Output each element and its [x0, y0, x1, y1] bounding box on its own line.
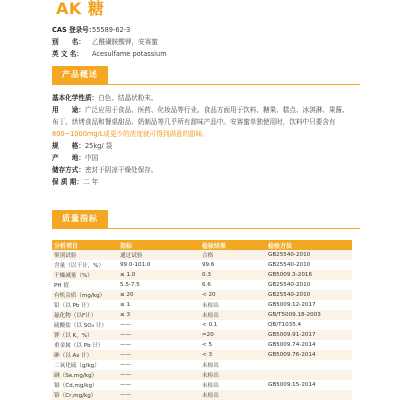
table-cell: 砷（以 As 计）: [52, 350, 118, 360]
table-row: [52, 340, 352, 350]
table-cell: < 3: [200, 350, 266, 360]
table-cell: 含量（以干计，%）: [52, 260, 118, 270]
table-cell: ≈20: [200, 330, 266, 340]
table-header-row: [52, 240, 352, 250]
overview-heading: 产品概述: [52, 66, 108, 84]
meta-value: 乙酰磺胺酸钾，安赛蜜: [92, 38, 158, 46]
table-row: [52, 310, 352, 320]
table-row: [52, 260, 352, 270]
spec-label: 规 格：: [52, 142, 85, 150]
table-cell: [266, 360, 352, 370]
table-row: [52, 250, 352, 260]
table-cell: GB25540-2010: [266, 280, 352, 290]
table-cell: 合格: [200, 250, 266, 260]
table-row: [52, 280, 352, 290]
table-cell: ≤ 20: [118, 290, 200, 300]
table-cell: 99.0-101.0: [118, 260, 200, 270]
table-cell: 未检出: [200, 370, 266, 380]
product-title: AK 糖: [56, 0, 105, 18]
overview-body: [52, 92, 352, 188]
table-cell: 鉴别试验: [52, 250, 118, 260]
meta-label: 英 文 名：: [52, 50, 83, 58]
table-body: [52, 250, 352, 400]
table-cell: 二氧化硫（g/kg）: [52, 360, 118, 370]
usage: [52, 104, 352, 140]
shelf-label: 保 质 期：: [52, 178, 83, 186]
table-cell: 氟化物（以F计）: [52, 310, 118, 320]
table-cell: 硫酸盐（以 SO₄ 计）: [52, 320, 118, 330]
meta-value: 55589-62-3: [92, 26, 131, 34]
origin: [52, 152, 352, 164]
table-cell: ——: [118, 370, 200, 380]
table-row: [52, 380, 352, 390]
quality-divider: [52, 228, 360, 229]
table-cell: < 20: [200, 290, 266, 300]
table-cell: PH 值: [52, 280, 118, 290]
meta-alias: [52, 36, 167, 48]
table-cell: ——: [118, 320, 200, 330]
use-label: 用 途：: [52, 106, 85, 114]
table-cell: 未检出: [200, 390, 266, 400]
column-header: 分析项目: [52, 240, 118, 250]
table-cell: 干燥减量（%）: [52, 270, 118, 280]
table-cell: 硒（Se,mg/kg）: [52, 370, 118, 380]
table-row: [52, 360, 352, 370]
table-row: [52, 370, 352, 380]
meta-cas: [52, 24, 167, 36]
table-cell: 未检出: [200, 300, 266, 310]
table-cell: GB25540-2010: [266, 290, 352, 300]
table-cell: ——: [118, 390, 200, 400]
shelf-value: 二 年: [82, 178, 99, 186]
table-cell: 重金属（以 Pb 计）: [52, 340, 118, 350]
column-header: 指标: [118, 240, 200, 250]
table-cell: 未检出: [200, 380, 266, 390]
quality-heading: 质量指标: [52, 210, 108, 228]
table-cell: 镉（Cd,mg/kg）: [52, 380, 118, 390]
shelf-life: [52, 176, 352, 188]
table-cell: GB25540-2010: [266, 250, 352, 260]
table-cell: 0.3: [200, 270, 266, 280]
table-cell: GB/T5009.18-2003: [266, 310, 352, 320]
table-cell: ≤ 1.0: [118, 270, 200, 280]
table-cell: 钾（以 K，%）: [52, 330, 118, 340]
spec-value: 25kg/ 袋: [84, 142, 113, 150]
meta-english-name: [52, 48, 167, 60]
table-cell: 99.6: [200, 260, 266, 270]
table-row: [52, 320, 352, 330]
table-cell: 5.5-7.5: [118, 280, 200, 290]
table-row: [52, 390, 352, 400]
table-cell: GB5009.15-2014: [266, 380, 352, 390]
basic-value: 白色、结晶状粉末。: [98, 94, 158, 102]
table-cell: GB5009.3-2016: [266, 270, 352, 280]
table-row: [52, 330, 352, 340]
table-cell: GB5009.91-2017: [266, 330, 352, 340]
table-cell: ——: [118, 350, 200, 360]
basic-properties: [52, 92, 352, 104]
use-value-highlight: 800~1000mg/L或更少的浓度就可得到满意的甜味。: [52, 130, 209, 138]
column-header: 检验方法: [266, 240, 352, 250]
table-cell: 通过试验: [118, 250, 200, 260]
table-cell: [266, 370, 352, 380]
use-value: 广泛应用于食品、医药、化妆品等行业。食品方面用于饮料、糖果、糕点、冰淇淋、果酱、布丁、烘烤食品和餐桌甜品、奶制品等几乎所有甜味产品中。安赛蜜单独使用时，饮料中只要含有: [52, 106, 349, 126]
meta-label: CAS 登录号：: [52, 26, 96, 34]
table-row: [52, 300, 352, 310]
table-cell: [266, 390, 352, 400]
origin-label: 产 地：: [52, 154, 85, 162]
product-meta: [52, 24, 167, 60]
storage-label: 储存方式：: [52, 166, 85, 174]
table-cell: ——: [118, 380, 200, 390]
table-cell: ——: [118, 330, 200, 340]
table-cell: QB/T1035.4: [266, 320, 352, 330]
storage: [52, 164, 352, 176]
table-cell: 有机杂质（mg/kg）: [52, 290, 118, 300]
table-row: [52, 290, 352, 300]
column-header: 检验结果: [200, 240, 266, 250]
table-cell: ≤ 3: [118, 310, 200, 320]
table-cell: 6.6: [200, 280, 266, 290]
origin-value: 中国: [84, 154, 99, 162]
table-cell: ——: [118, 360, 200, 370]
table-cell: < 0.1: [200, 320, 266, 330]
meta-label: 别 名：: [52, 38, 85, 46]
table-cell: 未检出: [200, 310, 266, 320]
quality-table: [52, 240, 352, 400]
table-cell: ≤ 1: [118, 300, 200, 310]
table-cell: < 5: [200, 340, 266, 350]
table-cell: 未检出: [200, 360, 266, 370]
table-cell: 铅（以 Pb 计）: [52, 300, 118, 310]
table-cell: 铬（Cr,mg/kg）: [52, 390, 118, 400]
table-row: [52, 350, 352, 360]
table-row: [52, 270, 352, 280]
overview-divider: [52, 84, 360, 85]
basic-label: 基本化学性质：: [52, 94, 99, 102]
meta-value: Acesulfame potassium: [92, 50, 167, 58]
table-cell: ——: [118, 340, 200, 350]
specification: [52, 140, 352, 152]
storage-value: 密封于阴凉干燥处保存。: [84, 166, 158, 174]
table-cell: GB5009.12-2017: [266, 300, 352, 310]
table-cell: GB5009.76-2014: [266, 350, 352, 360]
table-cell: GB5009.74-2014: [266, 340, 352, 350]
table-cell: GB25540-2010: [266, 260, 352, 270]
